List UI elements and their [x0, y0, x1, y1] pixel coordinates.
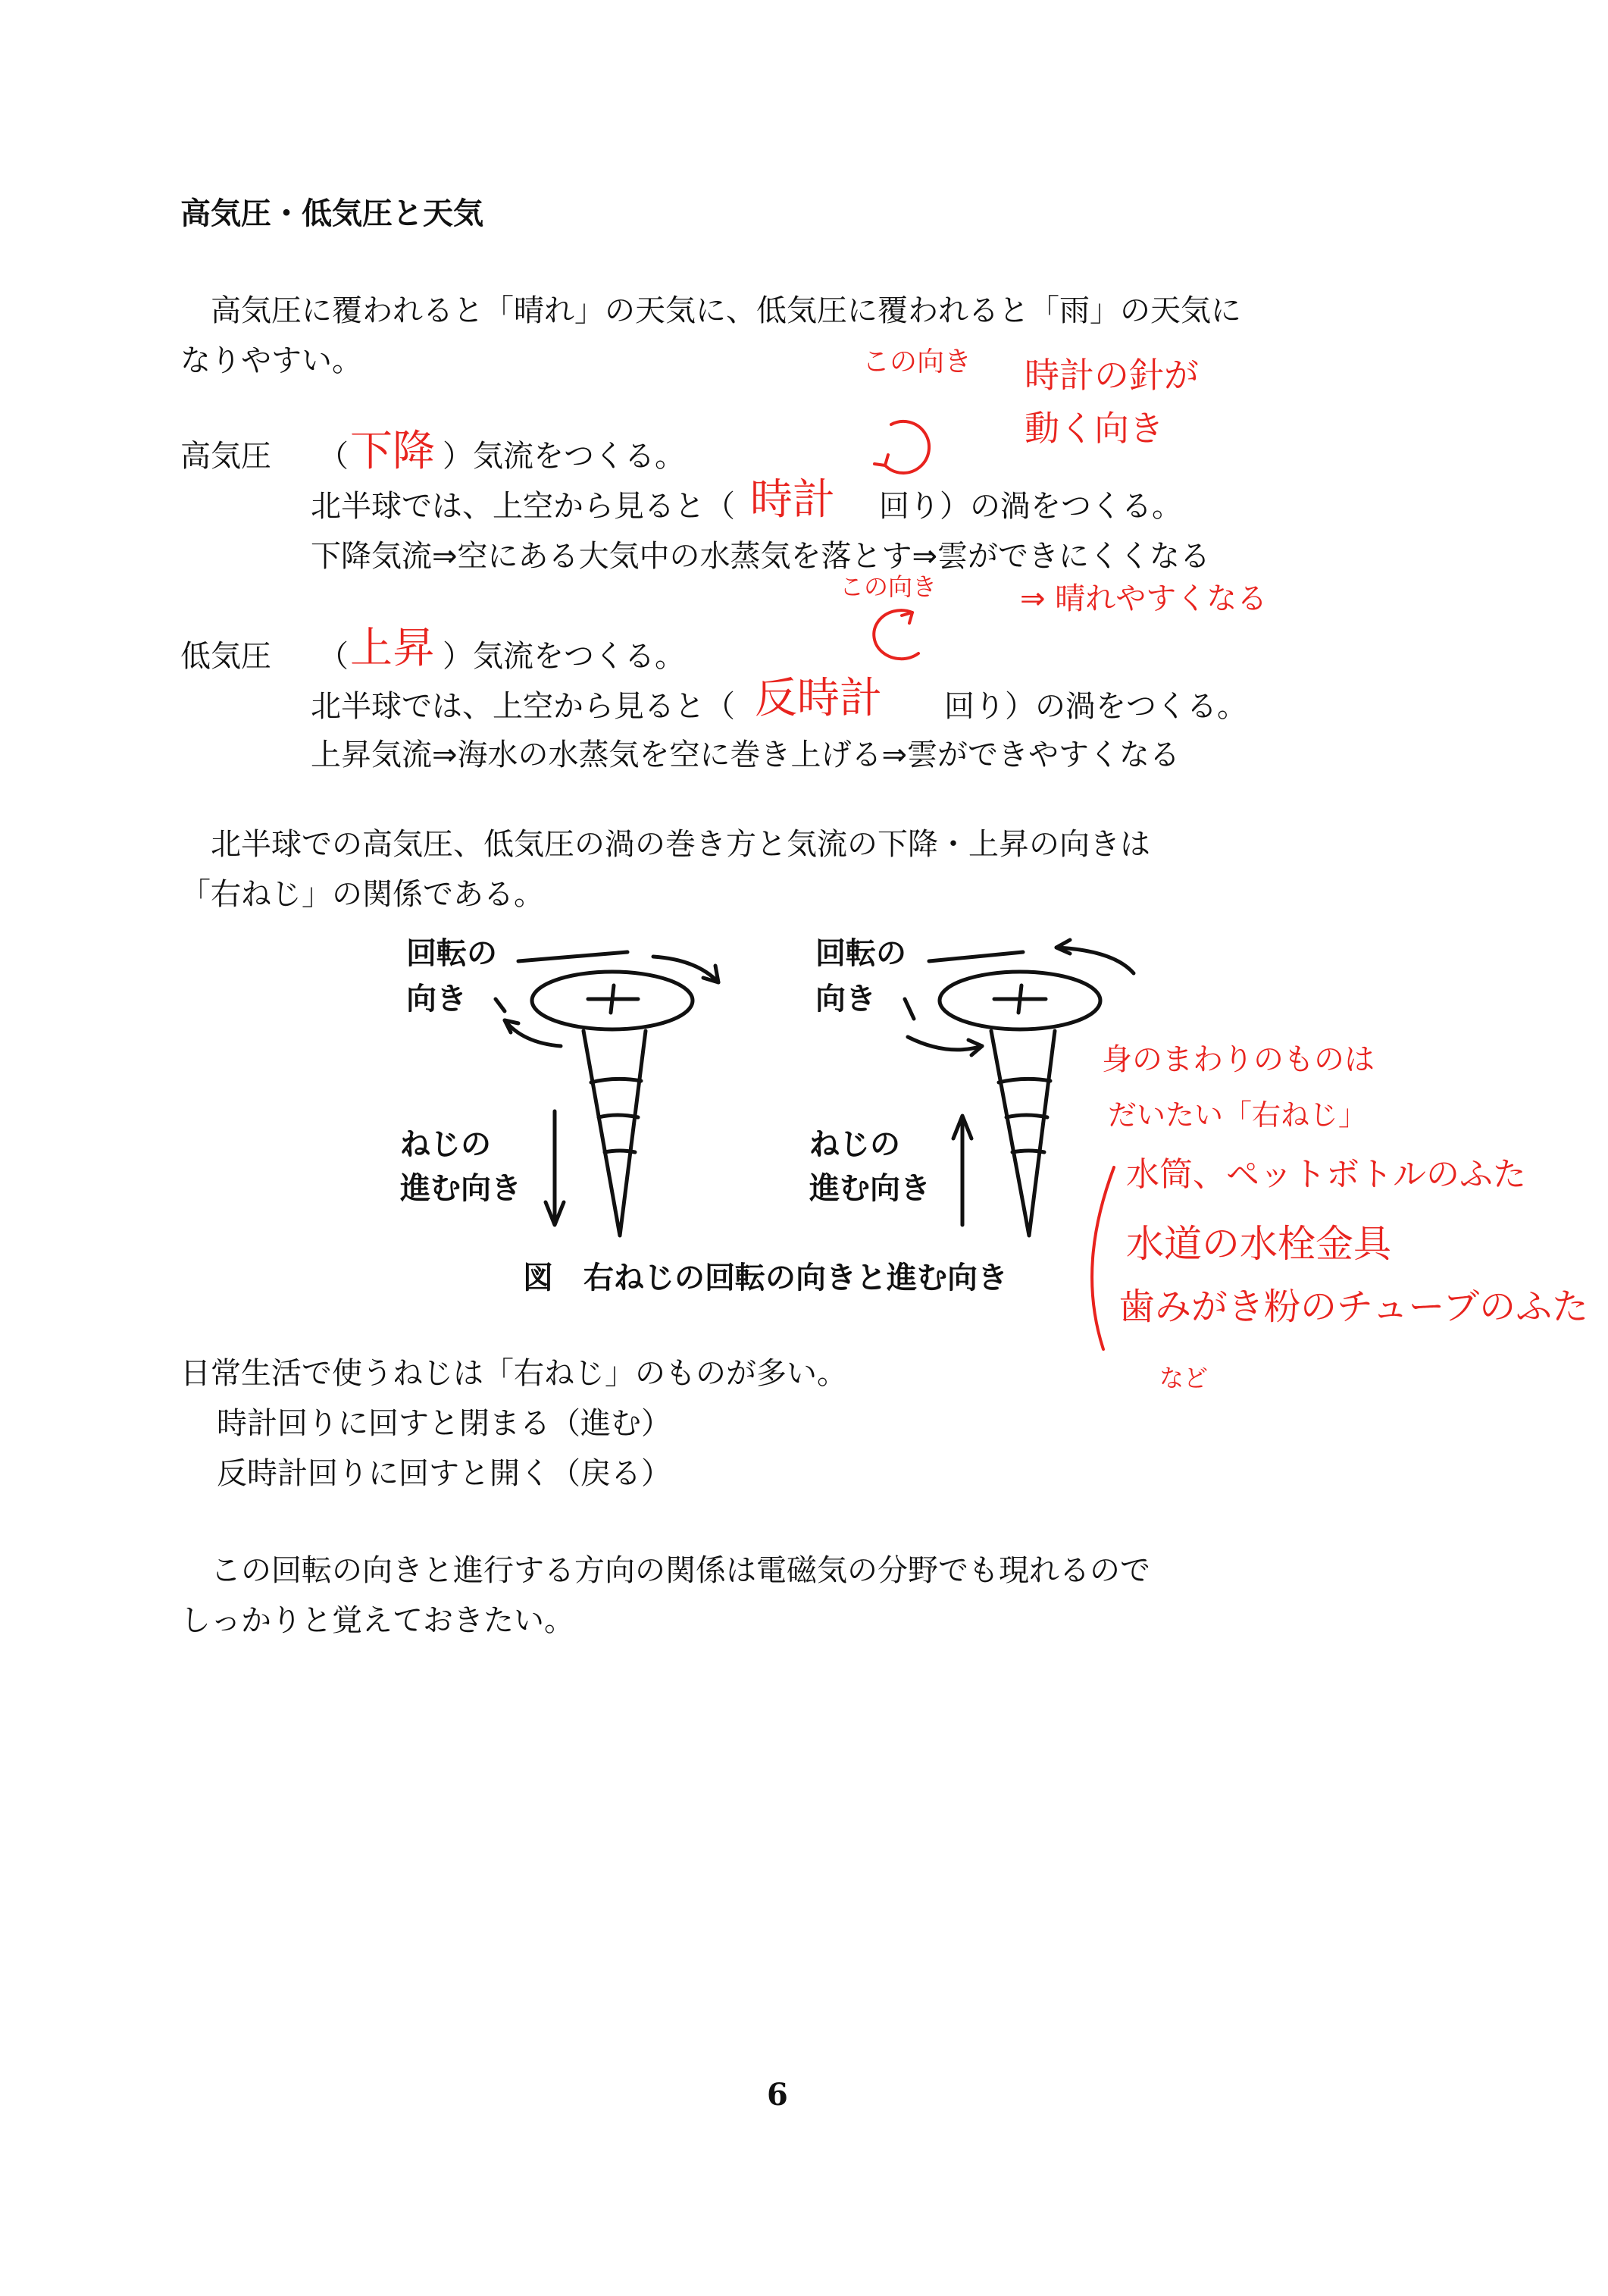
- note-hareyasuku: ⇒ 晴れやすくなる: [1020, 581, 1268, 616]
- low-line-2-pre: 北半球では、上空から見ると（: [311, 689, 735, 724]
- high-line-2-post: 回り）の渦をつくる。: [879, 489, 1182, 524]
- low-label: 低気圧: [180, 639, 271, 674]
- low-answer: 上昇: [350, 624, 435, 673]
- screw-para-line-2: 「右ねじ」の関係である。: [180, 877, 544, 912]
- fig-left-dir-1: ねじの: [400, 1127, 491, 1162]
- fig-left-dir-2: 進む向き: [400, 1171, 521, 1206]
- note-tokei-hari-2: 動く向き: [1025, 408, 1164, 449]
- high-after-answer: ）気流をつくる。: [443, 439, 685, 474]
- fig-left-rot-1: 回転の: [406, 936, 497, 971]
- daily-line-3: 反時計回りに回すと開く（戻る）: [217, 1456, 671, 1491]
- right-screw-icon: [905, 940, 1134, 1236]
- intro-line-1: 高気圧に覆われると「晴れ」の天気に、低気圧に覆われると「雨」の天気に: [211, 293, 1241, 328]
- note-mawari-2: だいたい「右ねじ」: [1108, 1098, 1368, 1132]
- low-line-2-answer: 反時計: [755, 674, 882, 723]
- closing-line-1: この回転の向きと進行する方向の関係は電磁気の分野でも現れるので: [211, 1553, 1150, 1588]
- fig-right-rot-1: 回転の: [815, 936, 906, 971]
- note-kono-muki-2: この向き: [840, 572, 937, 601]
- high-label: 高気圧: [180, 439, 271, 474]
- high-answer: 下降: [350, 427, 435, 476]
- high-line-2-pre: 北半球では、上空から見ると（: [311, 489, 735, 524]
- fig-left-rot-2: 向き: [406, 982, 467, 1016]
- note-kono-muki-1: この向き: [862, 346, 972, 377]
- figure-caption: 図 右ねじの回転の向きと進む向き: [523, 1261, 1008, 1295]
- low-paren-open: （: [318, 639, 349, 674]
- daily-line-2: 時計回りに回すと閉まる（進む）: [217, 1406, 671, 1441]
- note-mawari-1: 身のまわりのものは: [1102, 1042, 1375, 1077]
- high-line-2-answer: 時計: [750, 475, 835, 525]
- closing-line-2: しっかりと覚えておきたい。: [180, 1603, 574, 1638]
- high-paren-open: （: [318, 439, 349, 474]
- note-mawari-4: 水道の水栓金具: [1126, 1222, 1391, 1266]
- note-tokei-hari-1: 時計の針が: [1025, 355, 1199, 396]
- intro-line-2: なりやすい。: [180, 343, 362, 378]
- page-number: 6: [767, 2077, 788, 2113]
- note-mawari-6: など: [1159, 1364, 1209, 1392]
- note-mawari-5: 歯みがき粉のチューブのふた: [1118, 1286, 1589, 1328]
- low-after-answer: ）気流をつくる。: [443, 639, 685, 674]
- screw-para-line-1: 北半球での高気圧、低気圧の渦の巻き方と気流の下降・上昇の向きは: [211, 827, 1150, 862]
- low-line-3: 上昇気流⇒海水の水蒸気を空に巻き上げる⇒雲ができやすくなる: [311, 738, 1181, 772]
- high-line-3: 下降気流⇒空にある大気中の水蒸気を落とす⇒雲ができにくくなる: [311, 539, 1211, 574]
- fig-right-rot-2: 向き: [815, 982, 876, 1016]
- fig-right-dir-1: ねじの: [809, 1127, 900, 1162]
- fig-right-dir-2: 進む向き: [809, 1171, 931, 1206]
- left-screw-icon: [496, 952, 718, 1236]
- page-title: 高気圧・低気圧と天気: [180, 196, 483, 231]
- low-line-2-post: 回り）の渦をつくる。: [944, 689, 1247, 724]
- daily-line-1: 日常生活で使うねじは「右ねじ」のものが多い。: [180, 1356, 847, 1391]
- note-mawari-3: 水筒、ペットボトルのふた: [1126, 1155, 1526, 1194]
